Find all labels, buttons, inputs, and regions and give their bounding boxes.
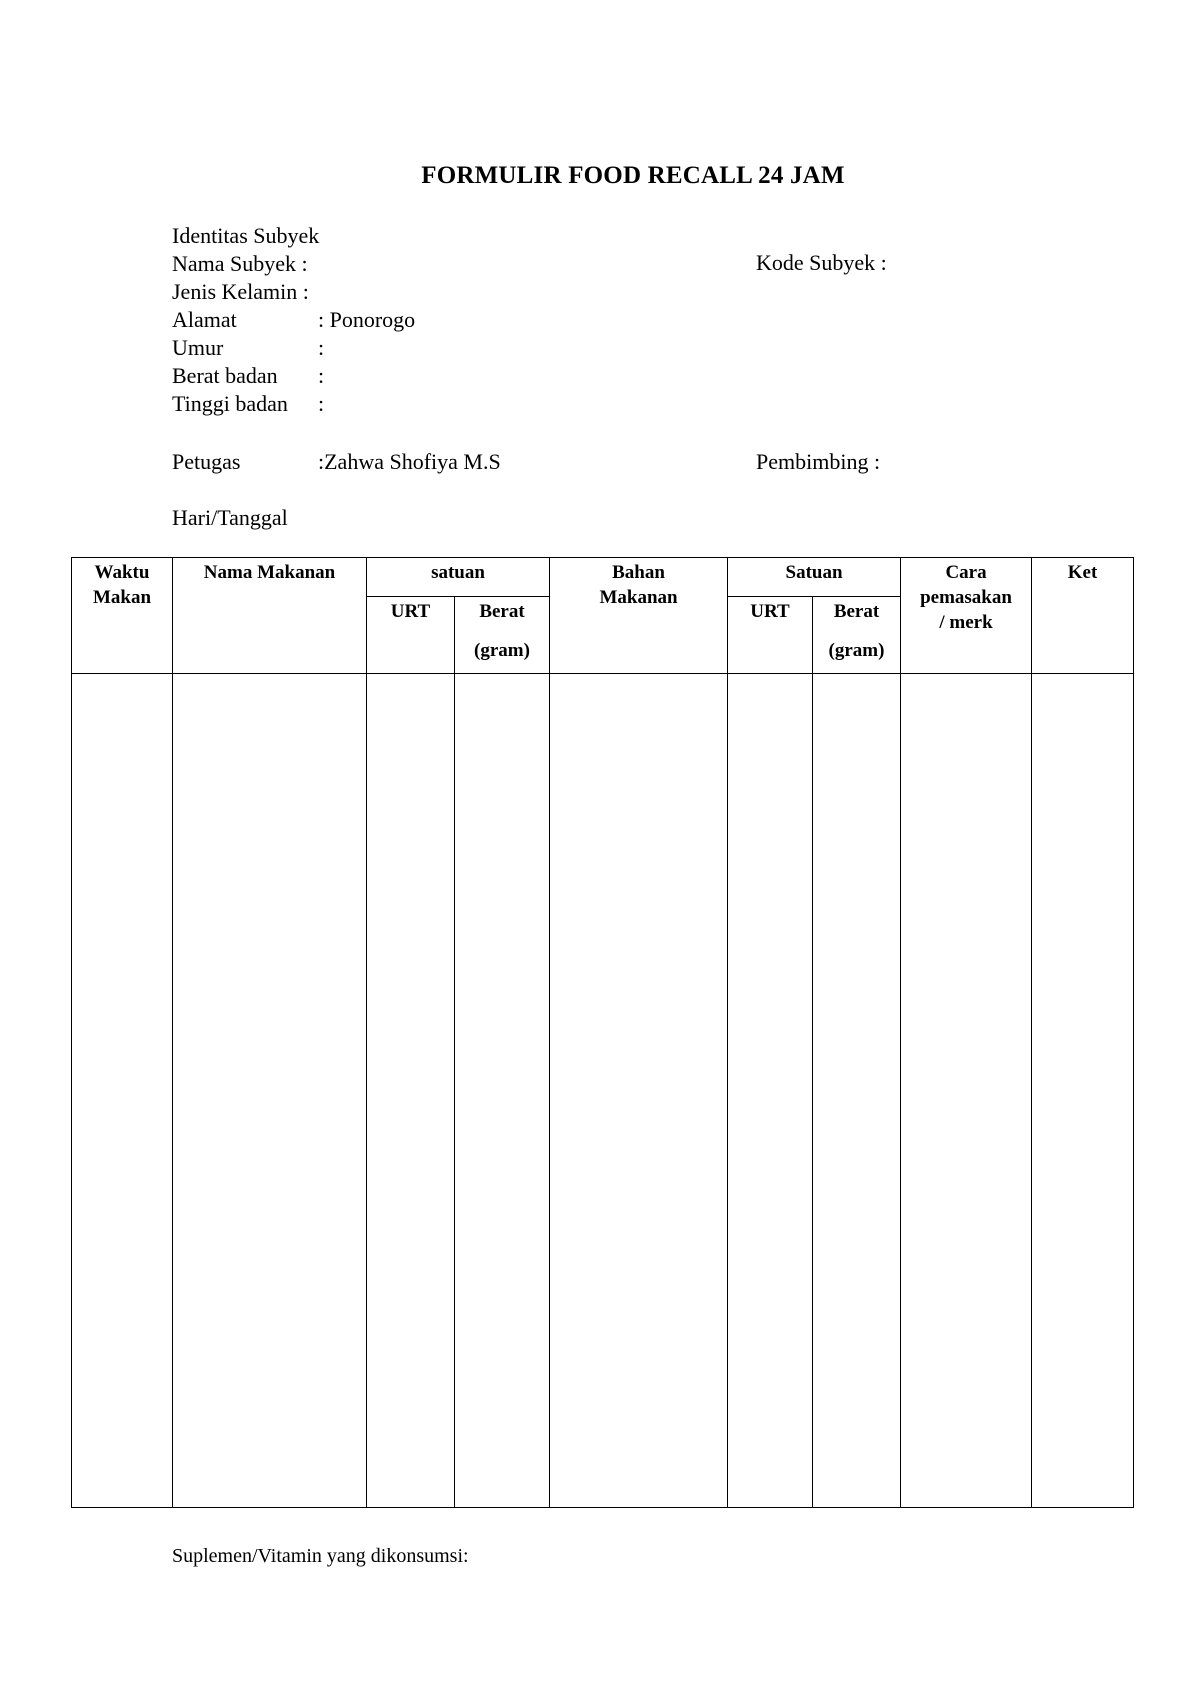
header-satuan-1-text: satuan <box>431 562 485 583</box>
subject-gender-label: Jenis Kelamin : <box>172 279 309 304</box>
cell-ket[interactable] <box>1032 674 1134 1508</box>
header-cara-line3: / merk <box>939 612 993 633</box>
food-recall-table <box>71 557 1134 1508</box>
subheader-berat-2-line2: (gram) <box>828 640 885 661</box>
header-bahan-makanan <box>550 558 728 674</box>
subject-gender-row <box>172 278 319 306</box>
officer-label: Petugas <box>172 449 241 474</box>
subject-weight-row <box>172 362 325 390</box>
header-waktu-line1: Waktu <box>94 562 150 583</box>
header-nama-text: Nama Makanan <box>203 562 336 583</box>
subject-identity-section <box>172 222 416 418</box>
header-cara-pemasakan <box>901 558 1032 674</box>
subheader-urt-2-text: URT <box>750 601 790 622</box>
subheader-urt-2 <box>728 597 813 674</box>
header-cara-line1: Cara <box>945 562 987 583</box>
cell-urt-2[interactable] <box>728 674 813 1508</box>
subject-code-label: Kode Subyek : <box>756 250 887 275</box>
header-bahan-line2: Makanan <box>599 587 678 608</box>
header-waktu-makan <box>72 558 173 674</box>
subject-age-row <box>172 334 325 362</box>
header-waktu-line2: Makan <box>92 587 152 608</box>
header-ket <box>1032 558 1134 674</box>
header-satuan-group-1 <box>367 558 550 597</box>
identity-heading: Identitas Subyek <box>172 223 320 248</box>
officer-value: :Zahwa Shofiya M.S <box>318 449 501 474</box>
subject-weight-label: Berat badan <box>172 363 278 388</box>
subject-age-label: Umur <box>172 335 224 360</box>
subheader-urt-1-text: URT <box>390 601 431 622</box>
subheader-berat-2 <box>813 597 901 674</box>
subject-weight-colon: : <box>318 363 325 388</box>
supplement-note: Suplemen/Vitamin yang dikonsumsi: <box>172 1545 469 1567</box>
cell-waktu-makan[interactable] <box>72 674 173 1508</box>
header-bahan-line1: Bahan <box>612 562 665 583</box>
cell-urt-1[interactable] <box>367 674 455 1508</box>
subheader-berat-2-line1: Berat <box>833 601 880 622</box>
subject-name-label: Nama Subyek : <box>172 251 308 276</box>
identity-heading-row <box>172 222 319 250</box>
table-body-row <box>72 674 1134 1508</box>
cell-berat-2[interactable] <box>813 674 901 1508</box>
cell-cara-pemasakan[interactable] <box>901 674 1032 1508</box>
table-header-row <box>72 558 1134 597</box>
subject-height-row <box>172 390 325 418</box>
cell-nama-makanan[interactable] <box>173 674 367 1508</box>
header-ket-text: Ket <box>1067 562 1098 583</box>
subheader-berat-1-line1: Berat <box>479 601 525 622</box>
header-satuan-group-2 <box>728 558 901 597</box>
subject-height-colon: : <box>318 391 325 416</box>
header-cara-line2: pemasakan <box>920 587 1012 608</box>
subheader-berat-1-line2: (gram) <box>474 640 530 661</box>
subheader-berat-1 <box>455 597 550 674</box>
supervisor-label: Pembimbing : <box>756 449 881 474</box>
cell-bahan-makanan[interactable] <box>550 674 728 1508</box>
subject-age-colon: : <box>318 335 325 360</box>
subheader-urt-1 <box>367 597 455 674</box>
subject-name-row <box>172 250 319 278</box>
header-satuan-2-text: Satuan <box>785 562 843 583</box>
subject-address-row <box>172 306 416 334</box>
officer-row <box>172 449 501 475</box>
subject-address-value: : Ponorogo <box>318 307 416 332</box>
date-label: Hari/Tanggal <box>172 505 288 530</box>
subject-height-label: Tinggi badan <box>172 391 288 416</box>
cell-berat-1[interactable] <box>455 674 550 1508</box>
page-title: FORMULIR FOOD RECALL 24 JAM <box>421 162 845 189</box>
header-nama-makanan <box>173 558 367 674</box>
subject-address-label: Alamat <box>172 307 237 332</box>
